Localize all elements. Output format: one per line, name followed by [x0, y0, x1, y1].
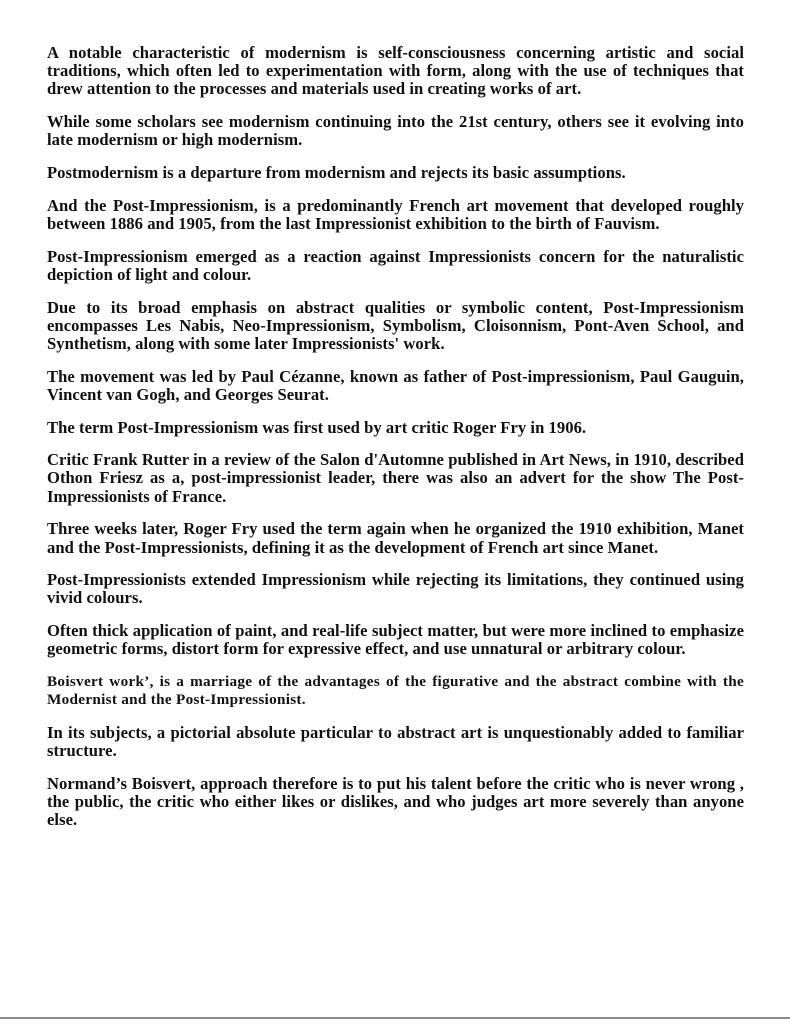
- paragraph-modernism-characteristic: A notable characteristic of modernism is self-consciousness concerning artistic and social traditions, which often led to experimentation with form, along with the use of techniques that drew attention to the processes and materials used in creating works of art.: [47, 43, 744, 99]
- paragraph-boisvert-approach: Normand’s Boisvert, approach therefore is to put his talent before the critic who is never wrong , the public, the critic who either likes or dislikes, and who judges art more severely than anyone else.: [47, 773, 744, 830]
- paragraph-thick-paint: Often thick application of paint, and real-life subject matter, but were more inclined to emphasize geometric forms, distort form for expressive effect, and use unnatural or arbitrary colour.: [47, 621, 744, 659]
- paragraph-postmodernism: Postmodernism is a departure from modernism and rejects its basic assumptions.: [47, 163, 626, 183]
- bottom-divider: [0, 1017, 790, 1019]
- paragraph-post-impressionism-reaction: Post-Impressionism emerged as a reaction against Impressionists concern for the naturalistic depiction of light and colour.: [47, 246, 744, 284]
- paragraph-boisvert-work: Boisvert work’, is a marriage of the advantages of the figurative and the abstract combine with the Modernist and the Post-Impressionist.: [47, 673, 744, 709]
- paragraph-extended-impressionism: Post-Impressionists extended Impressionism while rejecting its limitations, they continued using vivid colours.: [47, 570, 744, 608]
- document-body: [47, 44, 744, 844]
- paragraph-term-first-used: The term Post-Impressionism was first used by art critic Roger Fry in 1906.: [47, 417, 587, 437]
- paragraph-pictorial-absolute: In its subjects, a pictorial absolute particular to abstract art is unquestionably added to familiar structure.: [47, 722, 744, 761]
- paragraph-modernism-21st-century: While some scholars see modernism continuing into the 21st century, others see it evolving into late modernism or high modernism.: [47, 112, 744, 150]
- paragraph-movement-leaders: The movement was led by Paul Cézanne, known as father of Post-impressionism, Paul Gauguin, Vincent van Gogh, and Georges Seurat.: [47, 366, 744, 404]
- paragraph-post-impressionism-emphasis: Due to its broad emphasis on abstract qualities or symbolic content, Post-Impressionism encompasses Les Nabis, Neo-Impressionism, Symbolism, Cloisonnism, Pont-Aven School, and Synthetism, along with some later Impressionists' work.: [47, 297, 744, 353]
- paragraph-post-impressionism-intro: And the Post-Impressionism, is a predominantly French art movement that developed roughly between 1886 and 1905, from the last Impressionist exhibition to the birth of Fauvism.: [47, 195, 744, 233]
- paragraph-frank-rutter: Critic Frank Rutter in a review of the Salon d'Automne published in Art News, in 1910, described Othon Friesz as a, post-impressionist leader, there was also an advert for the show The Post-Impressionists of France.: [47, 450, 744, 506]
- paragraph-roger-fry-exhibition: Three weeks later, Roger Fry used the term again when he organized the 1910 exhibition, Manet and the Post-Impressionists, defining it as the development of French art since Manet.: [47, 519, 744, 557]
